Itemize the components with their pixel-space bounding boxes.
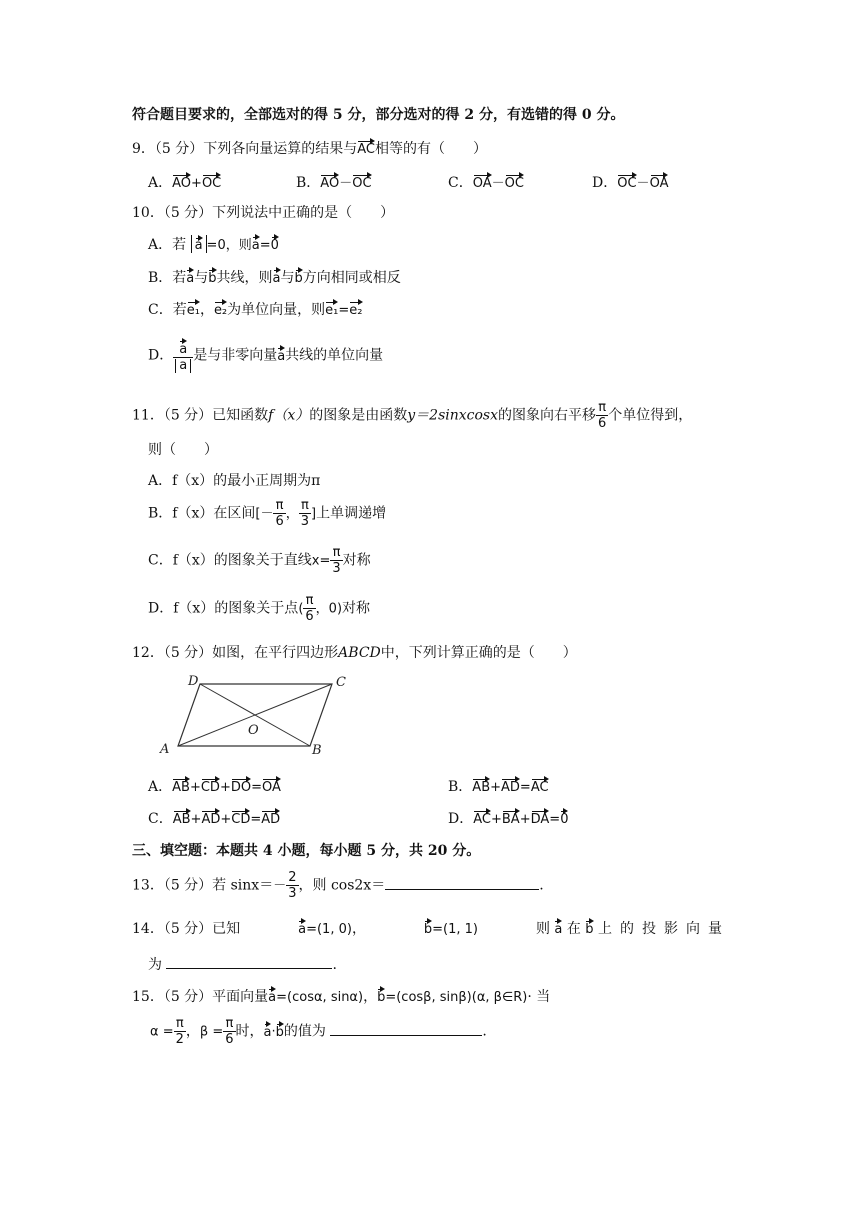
option-label: C． (148, 811, 173, 827)
text: y＝2sinxcosx (407, 407, 498, 424)
text: 12．（5 分）如图，在平行四边形 (132, 645, 339, 661)
answer-blank[interactable] (166, 954, 332, 969)
q14-vector-b-def (424, 918, 478, 938)
vector: OC (505, 172, 524, 191)
text: B．f（x）在区间 (148, 505, 256, 522)
vector: 0 (560, 808, 568, 827)
option-label: D． (148, 347, 174, 364)
fraction (173, 338, 193, 373)
text: C．f（x）的图象关于直线 (148, 552, 312, 569)
q12-option-c (148, 808, 280, 828)
text: 的图象向右平移 (498, 407, 596, 424)
vector-a: a (186, 267, 194, 286)
vector: AD (501, 776, 520, 795)
text: 当 (536, 989, 551, 1005)
text: 上单调递增 (316, 505, 387, 522)
vector: AD (261, 808, 280, 827)
q11-option-a: A．f（x）的最小正周期为π (148, 473, 321, 489)
operator: = (519, 780, 531, 795)
vector-e1: e₁ (187, 299, 200, 318)
text: 时， (235, 1023, 264, 1040)
vector-a: a (179, 338, 187, 357)
operator: － (636, 176, 650, 191)
text: ， (363, 989, 378, 1005)
text: 13．（5 分）若 sinx＝ (132, 877, 274, 894)
operator: = (549, 812, 561, 827)
q9-option-b (296, 172, 372, 192)
vector-a: a (268, 986, 276, 1005)
vector-e1: e₁ (325, 299, 338, 318)
fraction: $\frac{\pi}{3}$ (300, 498, 310, 529)
vector: AB (173, 808, 191, 827)
question-9-stem (132, 138, 487, 158)
fraction-pi-6: $\frac{\pi}{6}$ (225, 1016, 234, 1047)
text: 14．（5 分）已知 (132, 921, 241, 937)
vector-b: b (276, 1021, 284, 1040)
section-3-header: 三、填空题：本题共 4 小题，每小题 5 分，共 20 分。 (132, 843, 481, 859)
fraction-pi-2: $\frac{\pi}{2}$ (175, 1016, 184, 1047)
vector-b: b (585, 918, 593, 937)
vector-b: b (424, 918, 432, 937)
question-15-line1 (132, 986, 550, 1006)
q10-option-c (148, 299, 363, 319)
text: 对称 (342, 552, 371, 569)
text: α = (150, 1024, 174, 1040)
text: ， (351, 921, 366, 937)
text: =(1, 0) (306, 922, 352, 937)
text: 是与非零向量 (193, 347, 278, 364)
label-d: D (188, 674, 199, 689)
text: 中，下列计算正确的是（ ） (380, 645, 577, 661)
vector-a: a (195, 235, 203, 253)
vector: BA (502, 808, 520, 827)
text: 与 (194, 270, 209, 286)
text: 在 (566, 921, 581, 937)
parallelogram-figure (150, 668, 360, 760)
operator: + (519, 812, 531, 827)
q11-then: 则（ ） (148, 442, 218, 458)
text: =(cosα, sinα) (276, 990, 364, 1005)
question-14-line2 (148, 954, 337, 974)
operator: － (491, 176, 505, 191)
question-11-stem (132, 400, 692, 431)
vector: AB (472, 776, 490, 795)
q10-option-a (148, 234, 279, 254)
equals: = (338, 303, 350, 318)
bracket: [－ (255, 506, 274, 522)
q12-option-d (448, 808, 568, 828)
text: 共线的单位向量 (285, 347, 384, 364)
option-label: A．若 (148, 237, 187, 253)
operator: － (339, 176, 353, 191)
vector-e2: e₂ (214, 299, 227, 318)
text: 为单位向量，则 (227, 302, 326, 318)
text: ，则 cos2x＝ (298, 877, 386, 894)
equals: = (259, 238, 271, 253)
comma: ， (285, 506, 299, 522)
vector: CD (201, 776, 220, 795)
q11-option-c (148, 545, 371, 576)
vector: OC (202, 172, 221, 191)
vector: OC (617, 172, 636, 191)
vector-e2: e₂ (349, 299, 362, 318)
operator: + (490, 812, 502, 827)
text: 11．（5 分）已知函数 (132, 407, 269, 424)
option-label: C．若 (148, 302, 187, 318)
fraction: $\frac{\pi}{6}$ (305, 593, 314, 624)
text: f（x） (268, 407, 310, 424)
text: ， (185, 1023, 200, 1040)
vector: CD (231, 808, 250, 827)
text: 方向相同或相反 (302, 270, 401, 286)
vector: DA (531, 808, 550, 827)
q10-option-d (148, 338, 383, 373)
operator: + (219, 780, 231, 795)
minus-sign: － (273, 878, 287, 894)
bracket: ] (311, 506, 317, 522)
vector-a: a (252, 234, 260, 253)
text: 共线，则 (216, 270, 273, 286)
text: · (271, 1024, 276, 1040)
q12-option-a (148, 776, 281, 796)
text: 的值为 (283, 1023, 326, 1040)
q9-option-a (148, 172, 221, 192)
vector: AC (473, 808, 491, 827)
q11-option-d (148, 593, 370, 624)
vector: OC (352, 172, 371, 191)
vector: OA (262, 776, 281, 795)
q9-option-c (448, 172, 524, 192)
q10-option-b (148, 267, 401, 287)
text: 的图象是由函数 (309, 407, 408, 424)
operator: + (490, 780, 502, 795)
text: 对称 (342, 600, 371, 617)
fraction-pi-6: $\frac{\pi}{6}$ (598, 400, 607, 431)
text: 为 (148, 957, 162, 973)
operator: = (251, 780, 262, 795)
section-note: 符合题目要求的，全部选对的得 5 分，部分选对的得 2 分，有选错的得 0 分。 (132, 107, 625, 123)
question-10-stem: 10．（5 分）下列说法中正确的是（ ） (132, 205, 395, 221)
operator: + (189, 780, 201, 795)
vector: OA (473, 172, 492, 191)
option-label: B． (448, 779, 473, 795)
text: ABCD (338, 645, 381, 661)
vector-a: a (298, 918, 306, 937)
text: · (527, 989, 532, 1005)
option-label: B．若 (148, 270, 187, 286)
vector: AO (320, 172, 339, 191)
option-label: D． (592, 175, 618, 191)
option-label: C． (448, 175, 473, 191)
fraction: $\frac{\pi}{3}$ (332, 545, 341, 576)
vector-a: a (554, 918, 562, 937)
text: =0，则 (206, 238, 252, 253)
vector-a: a (273, 267, 281, 286)
text: ， (199, 302, 214, 318)
option-label: A． (148, 175, 173, 191)
abs-value (191, 235, 207, 253)
q11-option-b (148, 498, 386, 529)
answer-blank[interactable] (385, 875, 539, 890)
abs-value: a (175, 359, 191, 373)
text: x= (311, 553, 331, 569)
vector: OA (650, 172, 669, 191)
question-15-line2 (150, 1016, 487, 1047)
vector: DO (231, 776, 251, 795)
q9-option-d (592, 172, 668, 192)
vector-ac: AC (357, 138, 375, 157)
option-label: B． (296, 175, 321, 191)
text: 15．（5 分）平面向量 (132, 989, 269, 1005)
fraction-2-3: $\frac{2}{3}$ (288, 870, 297, 901)
text: β = (199, 1024, 224, 1040)
vector: AC (531, 776, 549, 795)
option-label: D． (448, 811, 474, 827)
answer-blank[interactable] (330, 1021, 482, 1036)
vector-a: a (264, 1021, 272, 1040)
text: D．f（x）的图象关于点 (148, 600, 299, 617)
vector-b: b (295, 267, 303, 286)
label-b: B (312, 743, 322, 758)
question-14-line1 (132, 918, 730, 938)
text: 个单位得到， (608, 407, 693, 424)
vector: AD (201, 808, 220, 827)
vector: AB (172, 776, 190, 795)
q9-stem-tail: 相等的有（ ） (375, 141, 488, 157)
text: 则 (535, 921, 550, 937)
q14-tail (536, 918, 730, 938)
operator: = (250, 812, 262, 827)
question-12-stem (132, 642, 577, 662)
operator: + (190, 812, 202, 827)
text: . (539, 877, 544, 894)
option-label: A． (148, 779, 173, 795)
operator: + (220, 812, 232, 827)
zero-vector: 0 (271, 234, 279, 253)
paren: ，0) (315, 601, 343, 617)
operator: + (191, 176, 202, 191)
vector: AO (172, 172, 191, 191)
label-o: O (248, 723, 259, 738)
vector-b: b (208, 267, 216, 286)
text: =(cosβ, sinβ) (385, 990, 472, 1005)
text: (α, β∈R) (471, 990, 528, 1005)
label-a: A (160, 742, 170, 757)
question-13 (132, 870, 544, 901)
text: 上的投影向量 (598, 921, 730, 937)
paren: ( (298, 601, 304, 617)
q9-stem-text: 9．（5 分）下列各向量运算的结果与 (132, 141, 358, 157)
text: . (332, 957, 337, 973)
label-c: C (336, 675, 346, 690)
vector-b: b (377, 986, 385, 1005)
vector-a: a (277, 345, 285, 364)
text: =(1, 1) (432, 922, 478, 937)
text: 与 (280, 270, 295, 286)
q14-vector-a-def (298, 918, 366, 938)
q12-option-b (448, 776, 549, 796)
fraction: $\frac{\pi}{6}$ (275, 498, 284, 529)
text: . (482, 1023, 487, 1040)
